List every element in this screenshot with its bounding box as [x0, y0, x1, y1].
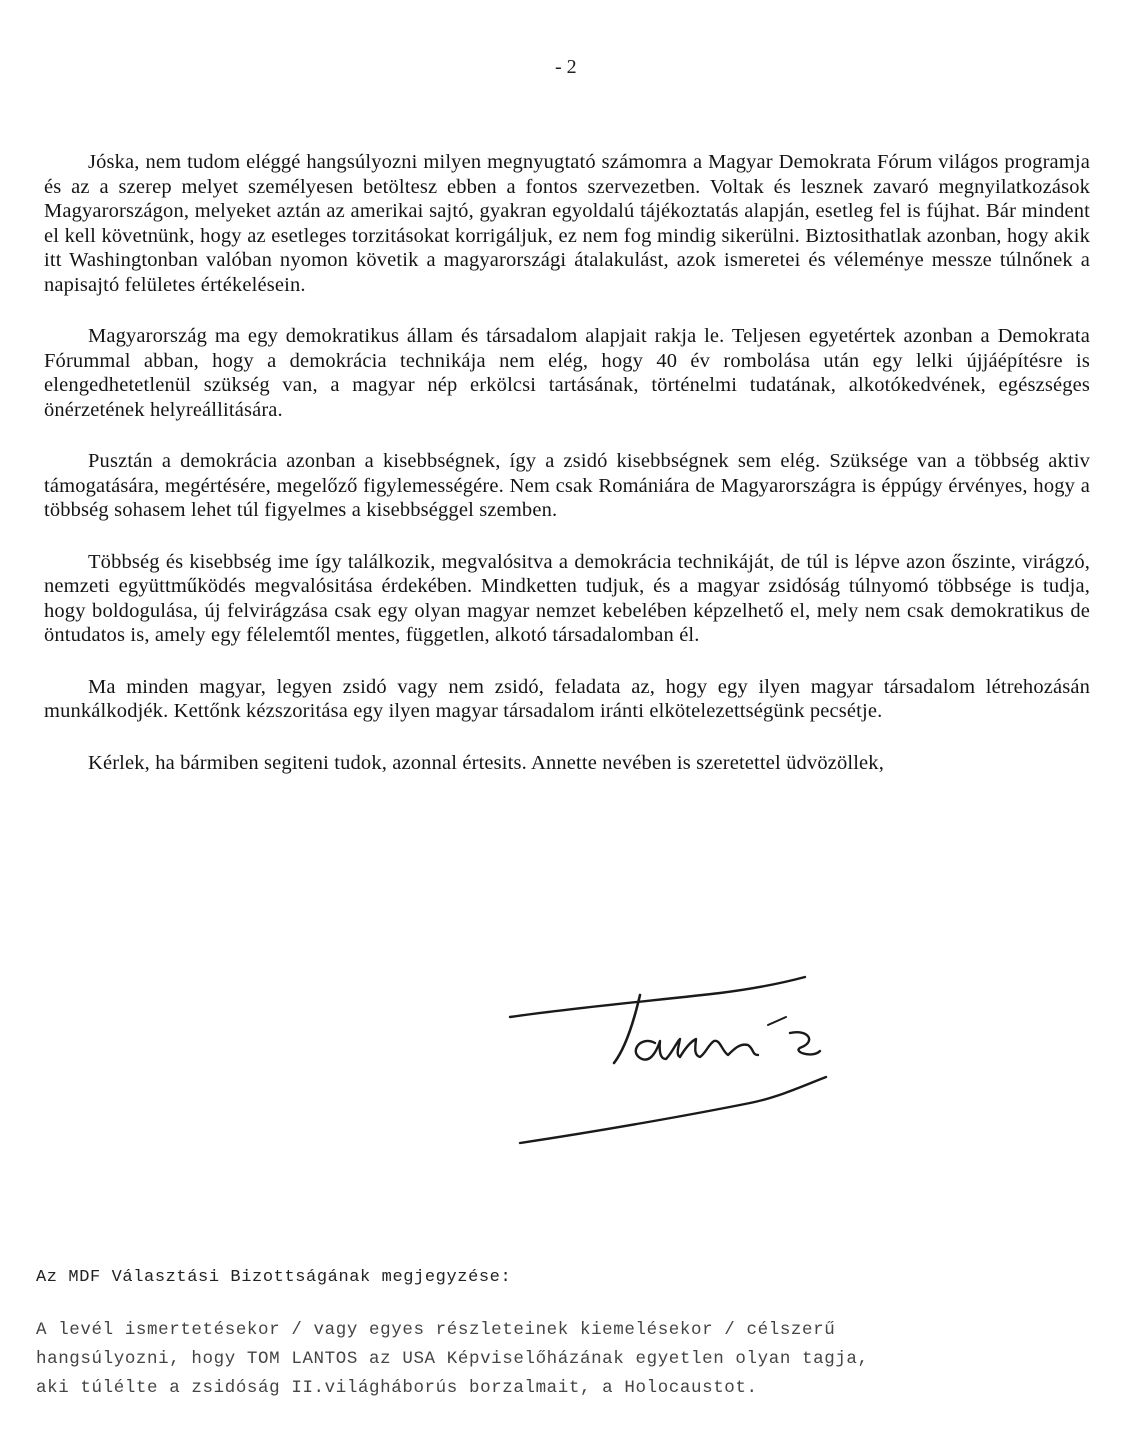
- signature-accent: [768, 1017, 786, 1025]
- letter-paragraph: Pusztán a demokrácia azonban a kisebbségnek, így a zsidó kisebbségnek sem elég. Szüksége van a többség aktiv támogatására, megértésére, megelőző figylemességére. Nem csak Romániára de Magyarországra is éppúgy érvényes, hogy a többség sohasem lehet túl figyelmes a kisebbséggel szemben.: [44, 450, 1090, 521]
- letter-body: [44, 150, 1090, 802]
- letter-paragraph: Ma minden magyar, legyen zsidó vagy nem zsidó, feladata az, hogy egy ilyen magyar társadalom létrehozásán munkálkodjék. Kettőnk kézszoritása egy ilyen magyar társadalom iránti elkötelezettségünk pecsétje.: [44, 675, 1090, 722]
- page-number: - 2: [555, 56, 577, 78]
- note-text: A levél ismertetésekor / vagy egyes részleteinek kiemelésekor / célszerű hangsúlyozni, hogy TOM LANTOS az USA Képviselőházának egyetlen olyan tagja, aki túlélte a zsidóság II.világháborús borzalmait, a Holocaustot.: [36, 1320, 869, 1398]
- handwritten-signature: [490, 955, 850, 1155]
- letter-paragraph: Magyarország ma egy demokratikus állam és társadalom alapjait rakja le. Teljesen egyetértek azonban a Demokrata Fórummal abban, hogy a demokrácia technikája nem elég, hogy 40 év rombolása után egy lelki újjáépítésre is elengedhetetlenül szükség van, a magyar nép erkölcsi tartásának, történelmi tudatának, alkotókedvének, egészséges önérzetének helyreállitására.: [44, 325, 1090, 421]
- letter-paragraph: Jóska, nem tudom eléggé hangsúlyozni milyen megnyugtató számomra a Magyar Demokrata Fórum világos programja és az a szerep melyet személyesen betöltesz ebben a fontos szervezetben. Voltak és lesznek zavaró megnyilatkozások Magyarországon, melyeket aztán az amerikai sajtó, gyakran egyoldalú tájékoztatás alapján, esetleg fel is fújhat. Bár mindent el kell követnünk, hogy az esetleges torzitásokat korrigáljuk, ez nem fog mindig sikerülni. Biztosithatlak azonban, hogy akik itt Washingtonban valóban nyomon követik a magyarországi átalakulást, azok ismeretei és véleménye messze túlnőnek a napisajtó felületes értékelésein.: [44, 151, 1090, 296]
- letter-closing: Kérlek, ha bármiben segiteni tudok, azonnal értesits. Annette nevében is szeretettel üdvözöllek,: [88, 751, 884, 774]
- signature-letterform: [636, 1039, 758, 1060]
- signature-flourish-top: [510, 977, 805, 1017]
- note-heading: Az MDF Választási Bizottságának megjegyzése:: [36, 1268, 512, 1287]
- signature-letterform: [790, 1032, 820, 1054]
- letter-paragraph: Többség és kisebbség ime így találkozik, megvalósitva a demokrácia technikáját, de túl is lépve azon őszinte, virágzó, nemzeti együttműködés megvalósitása érdekében. Mindketten tudjuk, és a magyar zsidóság túlnyomó többsége is tudja, hogy boldogulása, új felvirágzása csak egy olyan magyar nemzet kebelében képzelhető el, mely nem csak demokratikus de öntudatos is, amely egy félelemtől mentes, független, alkotó társadalomban él.: [44, 550, 1090, 646]
- signature-flourish-bottom: [520, 1077, 826, 1143]
